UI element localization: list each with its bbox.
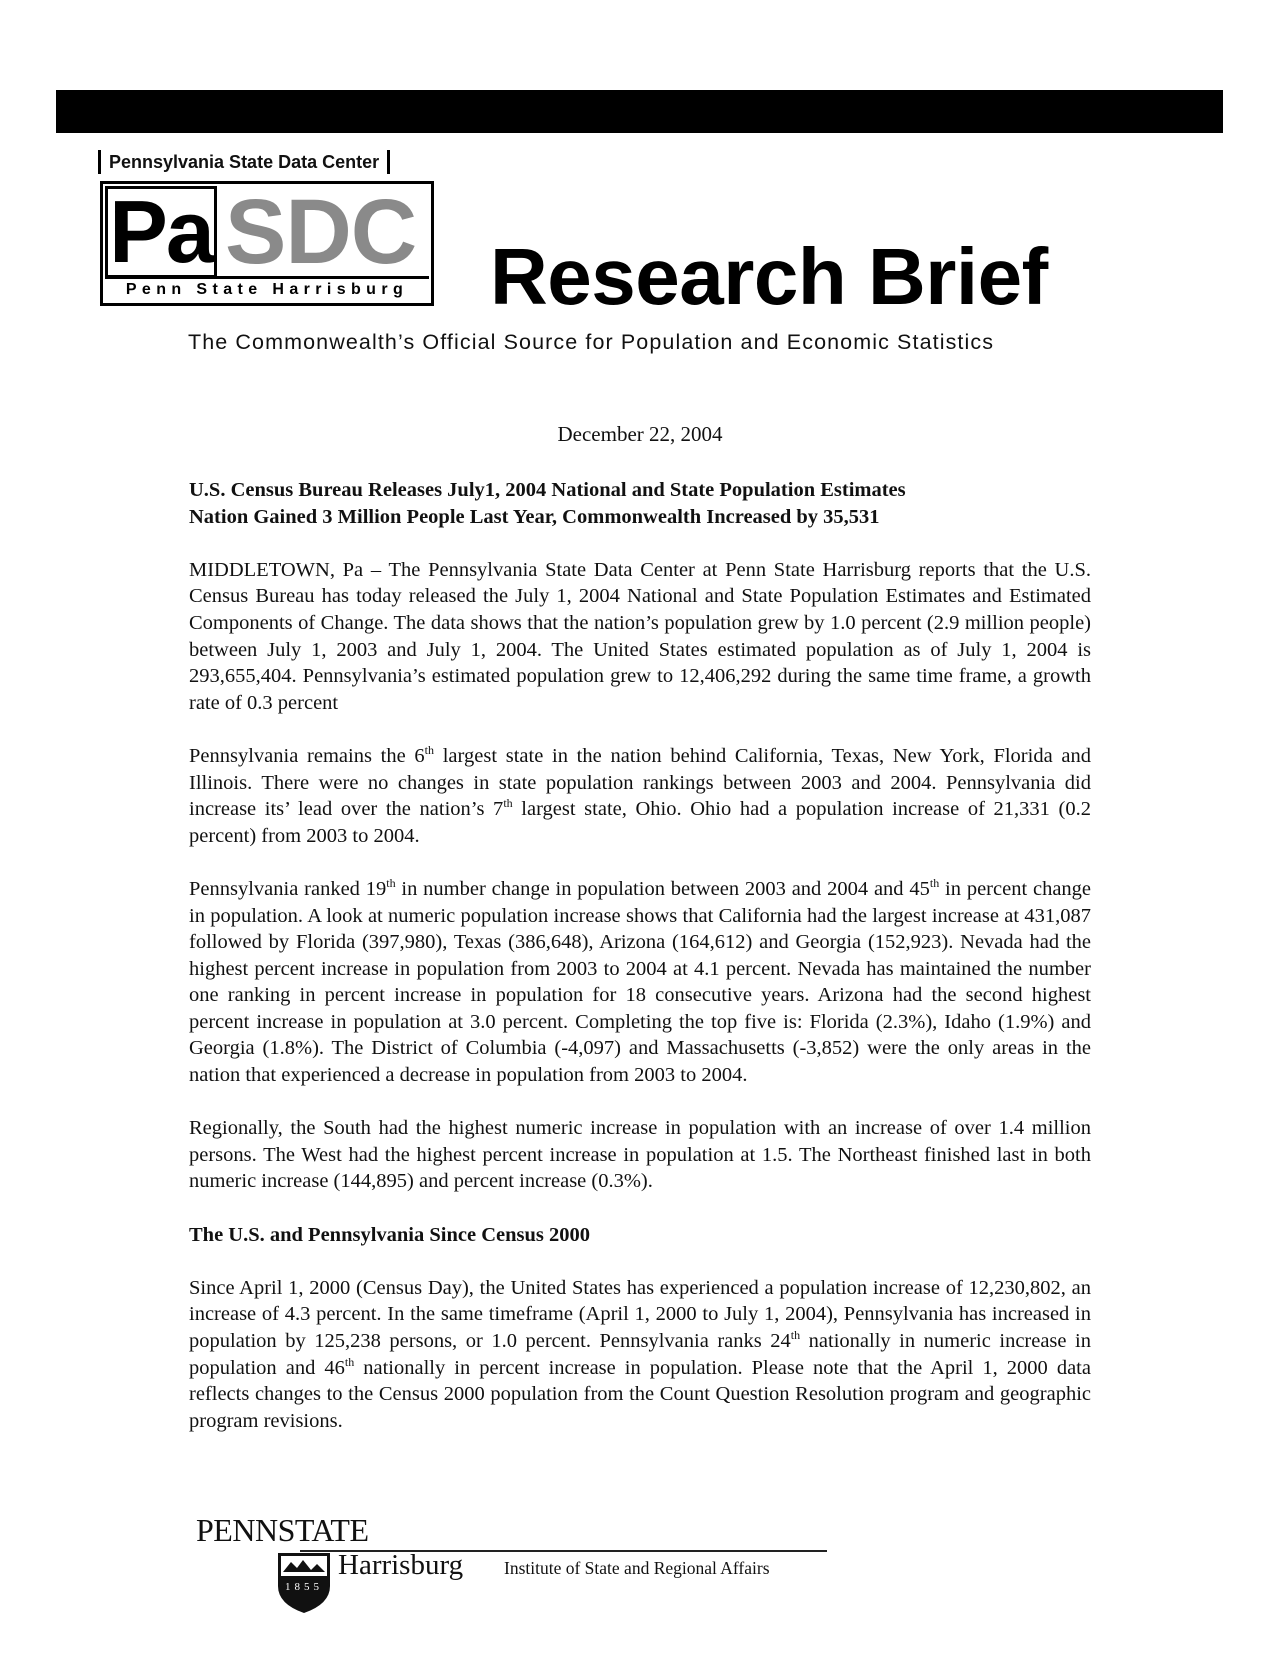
ordinal-suffix: th bbox=[929, 875, 940, 890]
paragraph-text: Since April 1, 2000 (Census Day), the United States has experienced a population increase of 12,230,802, an increase of 4.3 percent. In the same timeframe (April 1, 2000 to July 1, 2004), Pennsylvania has increased in population by 125,238 persons, or 1.0 percent. Pennsylvania ranks 24 bbox=[189, 1276, 1091, 1352]
institute-name: Institute of State and Regional Affairs bbox=[504, 1558, 770, 1578]
paragraph-text: Pennsylvania remains the 6 bbox=[189, 744, 425, 767]
ordinal-suffix: th bbox=[344, 1354, 355, 1369]
ordinal-suffix: th bbox=[424, 742, 435, 757]
org-tag-text: Pennsylvania State Data Center bbox=[109, 151, 380, 172]
ordinal-suffix: th bbox=[386, 875, 396, 890]
shield-year: 1855 bbox=[285, 1581, 323, 1593]
paragraph-text: in number change in population between 2003 and 2004 and 45 bbox=[395, 877, 930, 900]
headline-block bbox=[189, 477, 1091, 530]
ordinal-suffix: th bbox=[790, 1328, 801, 1342]
tagline: The Commonwealth’s Official Source for Population and Economic Statistics bbox=[188, 330, 995, 354]
harrisburg-wordmark: Harrisburg bbox=[338, 1549, 464, 1581]
paragraph-text: nationally in numeric increase in population and 46 bbox=[189, 1330, 1091, 1379]
paragraph-text: in percent change in population. A look at numeric population increase shows that California had the largest increase at 431,087 followed by Florida (397,980), Texas (386,648), Arizona (164,612) and Georgia (152,923). Nevada had the highest percent increase in population from 2003 to 2004 at 4.1 percent. Nevada has maintained the number one ranking in percent increase in population for 18 consecutive years. Arizona had the second highest percent increase in population at 3.0 percent. Completing the top five is: Florida (2.3%), Idaho (1.9%) and Georgia (1.8%). The District of Columbia (-4,097) and Massachusetts (-3,852) were the only areas in the nation that experienced a decrease in population from 2003 to 2004. bbox=[189, 877, 1092, 1087]
section-heading: The U.S. and Pennsylvania Since Census 2000 bbox=[189, 1223, 590, 1246]
logo-sdc: SDC bbox=[225, 181, 417, 283]
paragraph-5 bbox=[189, 1275, 1091, 1435]
page-title: Research Brief bbox=[490, 232, 1048, 321]
org-tag bbox=[98, 150, 390, 174]
paragraph-text: Pennsylvania ranked 19 bbox=[189, 877, 387, 900]
paragraph-text: largest state in the nation behind California, Texas, New York, Florida and Illinois. There were no changes in state population rankings between 2003 and 2004. Pennsylvania did increase its’ lead over the nation’s 7 bbox=[189, 744, 1091, 821]
pasdc-logo bbox=[100, 181, 434, 306]
paragraph-2 bbox=[189, 743, 1091, 849]
logo-subtitle: Penn State Harrisburg bbox=[105, 276, 429, 301]
header-black-bar bbox=[56, 90, 1223, 133]
logo-pa: Pa bbox=[105, 186, 217, 278]
release-date: December 22, 2004 bbox=[557, 422, 723, 446]
paragraph-1: MIDDLETOWN, Pa – The Pennsylvania State Data Center at Penn State Harrisburg reports that the U.S. Census Bureau has today released the July 1, 2004 National and State Population Estimates and Estimated Components of Change. The data shows that the nation’s population grew by 1.0 percent (2.9 million people) between July 1, 2003 and July 1, 2004. The United States estimated population as of July 1, 2004 is 293,655,404. Pennsylvania’s estimated population grew to 12,406,292 during the same time frame, a growth rate of 0.3 percent bbox=[189, 558, 1091, 714]
paragraph-4: Regionally, the South had the highest numeric increase in population with an increase of over 1.4 million persons. The West had the highest percent increase in population at 1.5. The Northeast finished last in both numeric increase (144,895) and percent increase (0.3%). bbox=[189, 1117, 1091, 1193]
pennstate-shield-icon bbox=[277, 1552, 331, 1614]
ordinal-suffix: th bbox=[503, 796, 513, 811]
paragraph-3 bbox=[189, 876, 1091, 1089]
article-body bbox=[189, 477, 1091, 1461]
pennstate-wordmark: PENNSTATE bbox=[196, 1512, 369, 1548]
paragraph-text: nationally in percent increase in population. Please note that the April 1, 2000 data reflects changes to the Census 2000 population from the Count Question Resolution program and geographic program revisions. bbox=[189, 1356, 1091, 1432]
headline-primary: U.S. Census Bureau Releases July1, 2004 National and State Population Estimates bbox=[189, 479, 906, 501]
paragraph-text: largest state, Ohio. Ohio had a population increase of 21,331 (0.2 percent) from 2003 to 2004. bbox=[189, 798, 1091, 847]
headline-secondary: Nation Gained 3 Million People Last Year, Commonwealth Increased by 35,531 bbox=[189, 505, 880, 528]
